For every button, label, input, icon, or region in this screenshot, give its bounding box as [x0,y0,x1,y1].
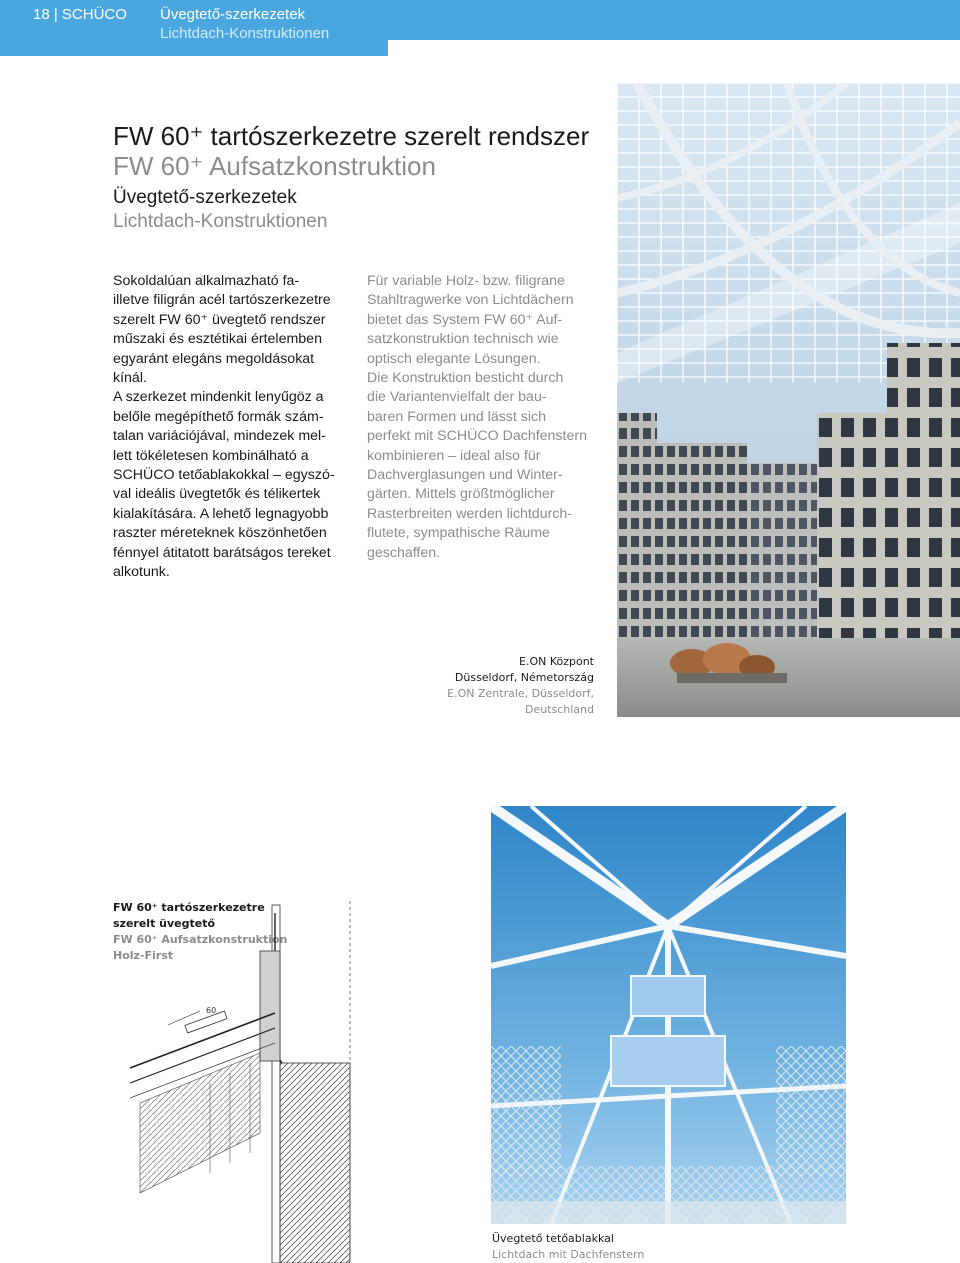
photo-glass-roof-skylights [491,806,846,1224]
body-text-hu [113,272,345,583]
body-text-de [367,272,607,563]
paragraph-hu: Sokoldalúan alkalmazható fa- illetve filigrán acél tartószerkezetre szerelt FW 60⁺ üvegtető rendszer műszaki és esztétikai értelemben egyaránt elegáns megoldásokat kínál. A szerkezet mindenkit lenyűgöz a belőle megépíthető formák szám- talan variációjával, mindezek mel- lett tökéletesen kombinálható a SCHÜCO tetőablakokkal – egyszó- val ideális üvegtetők és télikertek kialakítására. A lehető legnagyobb raszter méreteknek köszönhetően fénnyel átitatott barátságos tereket alkotunk. [113,273,335,581]
photo-eon-atrium [617,83,960,717]
technical-section-drawing [110,893,360,1263]
photo-caption-eon [447,654,594,718]
header-band [0,0,960,40]
drawing-dimension-label: 60 [206,1006,217,1015]
caption-de-line1: E.ON Zentrale, Düsseldorf, [447,687,594,700]
caption-de-line2: Deutschland [524,703,594,716]
caption-hu-line1: E.ON Központ [519,655,594,668]
page-title-de: FW 60⁺ Aufsatzkonstruktion [113,151,436,181]
subtitle-hu: Üvegtető-szerkezetek [113,187,297,208]
caption-de: Lichtdach mit Dachfenstern [492,1248,645,1261]
page-number: 18 [33,6,50,23]
subtitle-de: Lichtdach-Konstruktionen [113,211,328,232]
caption-hu: Üvegtető tetőablakkal [492,1232,614,1245]
title-block [113,121,613,233]
page-number-brand: 18 | SCHÜCO [33,6,127,23]
drawing-caption-hu-line2: szerelt üvegtető [113,917,216,930]
drawing-caption-de-line1: FW 60⁺ Aufsatzkonstruktion [113,933,288,946]
drawing-caption-hu-line1: FW 60⁺ tartószerkezetre [113,901,265,914]
brand-name: SCHÜCO [61,6,127,23]
page-title-hu: FW 60⁺ tartószerkezetre szerelt rendszer [113,121,590,151]
section-title-hu: Üvegtető-szerkezetek [160,6,306,23]
photo-caption-skylights [492,1231,644,1263]
drawing-caption-de-line2: Holz-First [113,949,174,962]
page-header [0,0,960,56]
section-title-de: Lichtdach-Konstruktionen [160,25,330,42]
header-band-tab [0,40,388,56]
paragraph-de: Für variable Holz- bzw. filigrane Stahltragwerke von Lichtdächern bietet das System FW 60⁺ Auf- satzkonstruktion technisch wie optisch elegante Lösungen. Die Konstruktion besticht durch die Variantenvielfalt der bau- baren Formen und lässt sich perfekt mit SCHÜCO Dachfenstern kombinieren – ideal also für Dachverglasungen und Winter- gärten. Mittels größtmöglicher Rasterbreiten werden lichtdurch- flutete, sympathische Räume geschaffen. [367,273,587,561]
caption-hu-line2: Düsseldorf, Németország [454,671,594,684]
